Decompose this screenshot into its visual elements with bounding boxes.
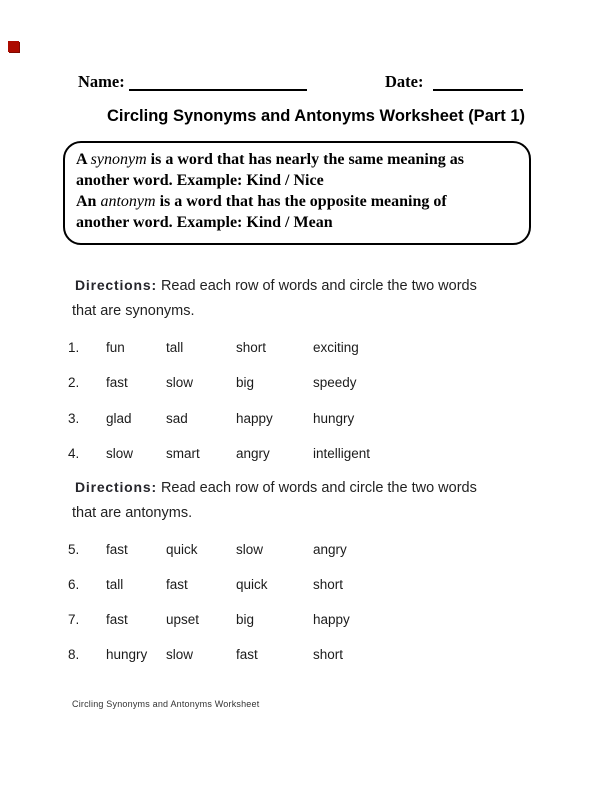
- word-cell: smart: [166, 446, 200, 461]
- row-number: 7.: [68, 612, 80, 627]
- worksheet-title: Circling Synonyms and Antonyms Worksheet (Part 1): [106, 107, 526, 125]
- word-cell: upset: [166, 612, 200, 627]
- directions-synonyms-line2: that are synonyms.: [72, 303, 195, 319]
- definition-text: A: [76, 151, 91, 168]
- word-cell: angry: [236, 446, 270, 461]
- row-number: 2.: [68, 375, 80, 390]
- word-cell: big: [236, 612, 255, 627]
- word-cell: short: [236, 340, 267, 355]
- word-cell: quick: [236, 577, 268, 592]
- word-cell: exciting: [313, 340, 359, 355]
- word-cell: fun: [106, 340, 125, 355]
- row-number: 1.: [68, 340, 80, 355]
- word-row: [0, 647, 612, 665]
- red-corner-marker: [8, 41, 19, 52]
- definition-box: [63, 141, 531, 245]
- word-cell: intelligent: [313, 446, 371, 461]
- directions-label: Directions:: [75, 479, 157, 495]
- word-cell: big: [236, 375, 255, 390]
- word-cell: fast: [106, 542, 128, 557]
- definition-line-4: another word. Example: Kind / Mean: [76, 214, 333, 231]
- italic-term-antonym: antonym: [100, 193, 156, 210]
- word-cell: fast: [106, 612, 128, 627]
- italic-term-synonym: synonym: [90, 151, 147, 168]
- word-cell: short: [313, 577, 344, 592]
- word-cell: short: [313, 647, 344, 662]
- word-row: [0, 542, 612, 560]
- row-number: 8.: [68, 647, 80, 662]
- date-label: Date:: [385, 72, 424, 91]
- word-row: [0, 340, 612, 358]
- word-cell: fast: [236, 647, 258, 662]
- row-number: 3.: [68, 411, 80, 426]
- definition-text: is a word that has nearly the same meaning as: [146, 151, 464, 168]
- definition-text: An: [76, 193, 101, 210]
- word-cell: fast: [166, 577, 188, 592]
- definition-line-2: another word. Example: Kind / Nice: [76, 172, 324, 189]
- row-number: 5.: [68, 542, 80, 557]
- word-row: [0, 411, 612, 429]
- word-cell: sad: [166, 411, 188, 426]
- definition-line-1: [76, 149, 519, 170]
- directions-synonyms-line1: [75, 277, 477, 295]
- word-cell: happy: [236, 411, 273, 426]
- word-cell: quick: [166, 542, 198, 557]
- date-blank-line: [433, 73, 523, 91]
- name-blank-line: [129, 73, 307, 91]
- directions-text: Read each row of words and circle the two words: [160, 278, 477, 294]
- definition-text: is a word that has the opposite meaning of: [155, 193, 447, 210]
- word-row: [0, 446, 612, 464]
- word-cell: angry: [313, 542, 347, 557]
- word-cell: hungry: [313, 411, 355, 426]
- directions-antonyms-line1: [75, 479, 477, 497]
- footer-text: Circling Synonyms and Antonyms Worksheet: [72, 699, 260, 709]
- row-number: 6.: [68, 577, 80, 592]
- word-cell: glad: [106, 411, 132, 426]
- directions-label: Directions:: [75, 277, 157, 293]
- word-cell: slow: [166, 647, 194, 662]
- word-row: [0, 577, 612, 595]
- directions-antonyms-line2: that are antonyms.: [72, 505, 193, 521]
- word-row: [0, 375, 612, 393]
- word-cell: happy: [313, 612, 350, 627]
- name-label: Name:: [78, 72, 125, 91]
- word-cell: slow: [166, 375, 194, 390]
- word-cell: slow: [236, 542, 264, 557]
- row-number: 4.: [68, 446, 80, 461]
- directions-text: Read each row of words and circle the two words: [160, 480, 477, 496]
- word-cell: speedy: [313, 375, 357, 390]
- word-cell: tall: [106, 577, 124, 592]
- word-cell: hungry: [106, 647, 148, 662]
- word-cell: slow: [106, 446, 134, 461]
- word-row: [0, 612, 612, 630]
- word-cell: tall: [166, 340, 184, 355]
- definition-line-3: [76, 191, 519, 212]
- word-cell: fast: [106, 375, 128, 390]
